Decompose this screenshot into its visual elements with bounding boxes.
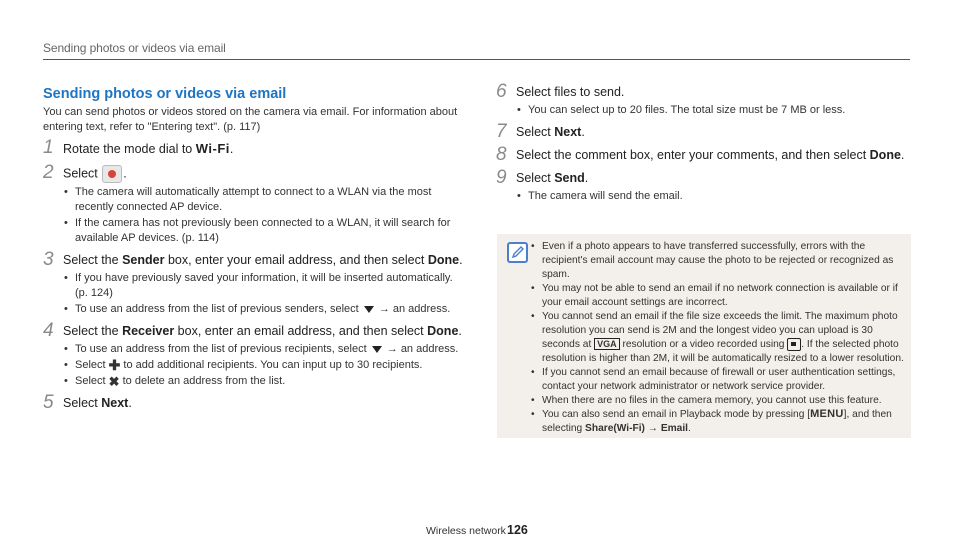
section-intro: You can send photos or videos stored on the camera via email. For information about entering text, refer to "Entering text". (p. 117) <box>43 106 458 133</box>
step-number: 7 <box>496 121 507 142</box>
note-pencil-icon <box>507 242 528 263</box>
step-1 <box>43 137 463 158</box>
plus-icon: ✚ <box>108 356 121 373</box>
step-bullets <box>516 189 912 204</box>
page-number: 126 <box>507 523 528 537</box>
step-8 <box>496 144 912 165</box>
delete-x-icon: ✖ <box>108 373 120 389</box>
step-number: 5 <box>43 392 54 413</box>
step-number: 6 <box>496 81 507 102</box>
step-6 <box>496 81 912 118</box>
step-bullets <box>516 103 912 118</box>
list-item: • If you cannot send an email because of firewall or user authentication settings, contact your network administrator or network service provider. <box>530 366 906 394</box>
list-item: • If the camera has not previously been connected to a WLAN, it will search for available AP devices. (p. 114) <box>63 216 463 246</box>
step-5 <box>43 392 463 413</box>
step-9 <box>496 167 912 204</box>
step-bullets <box>63 271 463 317</box>
list-item: • Even if a photo appears to have transferred successfully, errors with the recipient's email account may cause the photo to be rejected or recognized as spam. <box>530 240 906 281</box>
list-item: • You cannot send an email if the file size exceeds the limit. The maximum photo resolution you can send is 2M and the longest video you can upload is 30 seconds at VGA resolution or a video recorded using . If the selected photo resolution is higher than 2M, it will be automatically resized to a lower resolution. <box>530 310 906 365</box>
email-app-icon <box>102 165 122 183</box>
dropdown-triangle-icon <box>364 306 374 313</box>
step-bullets <box>63 185 463 246</box>
note-list <box>530 238 906 436</box>
step-text: Select files to send. <box>516 85 625 99</box>
dropdown-triangle-icon <box>372 346 382 353</box>
step-text: Rotate the mode dial to Wi-Fi. <box>63 141 234 156</box>
step-number: 3 <box>43 249 54 270</box>
step-text: Select Send. <box>516 171 589 185</box>
list-item: • Select ✚ to add additional recipients. You can input up to 30 recipients. <box>63 358 463 373</box>
list-item: • If you have previously saved your information, it will be inserted automatically. (p. 124) <box>63 271 463 301</box>
list-item: • The camera will automatically attempt to connect to a WLAN via the most recently connected AP device. <box>63 185 463 215</box>
step-number: 2 <box>43 162 54 183</box>
list-item: • To use an address from the list of previous recipients, select → an address. <box>63 342 463 357</box>
step-2 <box>43 162 463 246</box>
step-4 <box>43 320 463 389</box>
step-text: Select the comment box, enter your comments, and then select Done. <box>516 148 905 162</box>
list-item: • The camera will send the email. <box>516 189 912 204</box>
list-item: • Select ✖ to delete an address from the list. <box>63 374 463 389</box>
video-mode-icon <box>787 338 801 351</box>
step-bullets <box>63 342 463 389</box>
list-item: • You can select up to 20 files. The total size must be 7 MB or less. <box>516 103 912 118</box>
list-item: • To use an address from the list of previous senders, select → an address. <box>63 302 463 317</box>
step-3 <box>43 249 463 317</box>
step-text: Select the Receiver box, enter an email address, and then select Done. <box>63 324 462 338</box>
running-header: Sending photos or videos via email <box>43 41 226 55</box>
footer-section: Wireless network <box>426 525 506 537</box>
section-title: Sending photos or videos via email <box>43 86 287 102</box>
list-item: • When there are no files in the camera memory, you cannot use this feature. <box>530 394 906 408</box>
list-item: • You can also send an email in Playback mode by pressing [MENU], and then selecting Share(Wi-Fi) → Email. <box>530 408 906 436</box>
wifi-mode-icon: Wi-Fi <box>195 141 230 156</box>
menu-button-label: MENU <box>810 408 844 421</box>
step-number: 9 <box>496 167 507 188</box>
note-box <box>497 234 911 438</box>
step-text: Select . <box>63 165 463 183</box>
vga-resolution-icon: VGA <box>594 338 620 350</box>
step-number: 8 <box>496 144 507 165</box>
step-7 <box>496 121 912 142</box>
left-column <box>43 86 463 412</box>
right-column <box>496 81 912 205</box>
step-text: Select the Sender box, enter your email address, and then select Done. <box>63 253 463 267</box>
step-text: Select Next. <box>63 396 132 410</box>
list-item: • You may not be able to send an email if no network connection is available or if your email account settings are incorrect. <box>530 282 906 310</box>
step-number: 1 <box>43 137 54 158</box>
step-text: Select Next. <box>516 125 585 139</box>
step-number: 4 <box>43 320 54 341</box>
header-rule <box>43 59 910 60</box>
